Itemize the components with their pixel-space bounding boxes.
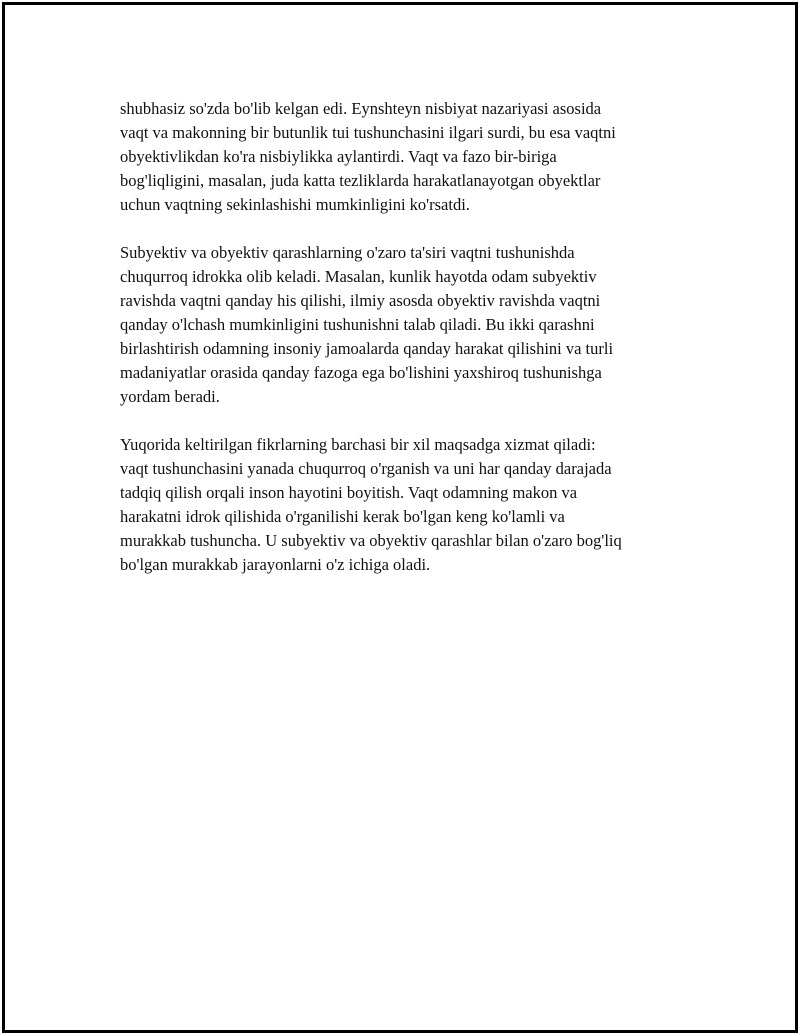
paragraph-subjective-objective: Subyektiv va obyektiv qarashlarning o'zaro ta'siri vaqtni tushunishda chuqurroq idrokka olib keladi. Masalan, kunlik hayotda odam subyektiv ravishda vaqtni qanday his qilishi, ilmiy asosda obyektiv ravishda vaqtni qanday o'lchash mumkinligini tushunishni talab qiladi. Bu ikki qarashni birlashtirish odamning insoniy jamoalarda qanday harakat qilishini va turli madaniyatlar orasida qanday fazoga ega bo'lishini yaxshiroq tushunishga yordam beradi. [120, 243, 614, 406]
paragraph-relativity: shubhasiz so'zda bo'lib kelgan edi. Eynshteyn nisbiyat nazariyasi asosida vaqt va makonning bir butunlik tui tushunchasini ilgari surdi, bu esa vaqtni obyektivlikdan ko'ra nisbiylikka aylantirdi. Vaqt va fazo bir-biriga bog'liqligini, masalan, juda katta tezliklarda harakatlanayotgan obyektlar uchun vaqtning sekinlashishi mumkinligini ko'rsatdi. [120, 99, 616, 214]
page-frame [2, 2, 798, 1033]
page-content [120, 97, 690, 601]
paragraph-conclusion: Yuqorida keltirilgan fikrlarning barchasi bir xil maqsadga xizmat qiladi: vaqt tushunchasini yanada chuqurroq o'rganish va uni har qanday darajada tadqiq qilish orqali inson hayotini boyitish. Vaqt odamning makon va harakatni idrok qilishida o'rganilishi kerak bo'lgan keng ko'lamli va murakkab tushuncha. U subyektiv va obyektiv qarashlar bilan o'zaro bog'liq bo'lgan murakkab jarayonlarni o'z ichiga oladi. [120, 435, 622, 574]
